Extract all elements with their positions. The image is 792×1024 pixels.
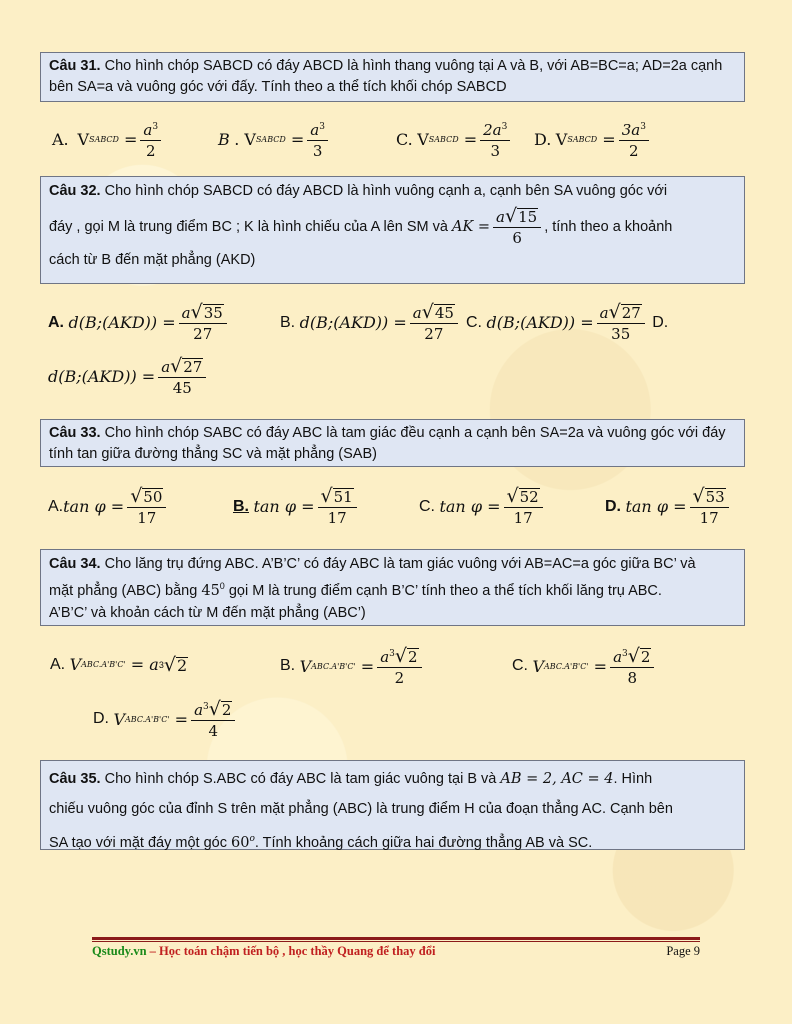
question-34-box: Câu 34. Cho lăng trụ đứng ABC. A’B’C’ có đáy ABC là tam giác vuông với AB=AC=a góc giữa BC’ và mặt phẳng (ABC) bằng $45^0$ gọi M là trung điểm cạnh B’C’ tính theo a thể tích khối lăng trụ ABC. A’B’C’ và khoản cách từ M đến mặt phẳng (ABC’) xyxy=(40,549,745,626)
q31-option-c[interactable]: C. V SABCD = $\frac{2a^3}{3}$ xyxy=(396,118,513,160)
q33-option-b[interactable]: B. tan φ = √ 51 17 xyxy=(233,486,360,527)
question-32-text-3: cách từ B đến mặt phẳng (AKD) xyxy=(49,252,256,268)
question-35-number: Câu 35. xyxy=(49,771,101,787)
question-33-box xyxy=(40,419,745,467)
footer-divider-thick xyxy=(92,937,700,940)
q33-option-c[interactable]: C. tan φ = √ 52 17 xyxy=(419,486,546,527)
q34-option-c[interactable]: C. V ABC.A'B'C' = $a^3$ √ 2 8 xyxy=(512,645,657,687)
footer-divider-thin xyxy=(92,941,700,942)
question-35-text-2: chiếu vuông góc của đỉnh S trên mặt phẳng (ABC) là trung điểm H của đoạn thẳng AC. Cạnh bên xyxy=(49,801,673,817)
q32-option-c[interactable]: C. d(B;(AKD)) = a √ 27 35 D. xyxy=(466,301,669,343)
question-32-text-1: Cho hình chóp SABCD có đáy ABCD là hình vuông cạnh a, cạnh bên SA vuông góc với xyxy=(100,183,668,199)
q32-option-d[interactable]: d(B;(AKD)) = a √ 27 45 xyxy=(48,356,209,397)
question-34-number: Câu 34. xyxy=(49,556,101,572)
question-33-number: Câu 33. xyxy=(49,425,101,441)
q32-option-b[interactable]: B. d(B;(AKD)) = a √ 45 27 xyxy=(280,302,461,343)
q31-option-d[interactable]: D. V SABCD = $\frac{3a^3}{2}$ xyxy=(534,118,652,160)
question-32-text-2a: đáy , gọi M là trung điểm BC ; K là hình chiếu của A lên SM và xyxy=(49,218,448,235)
question-32-number: Câu 32. xyxy=(49,183,101,199)
q31-option-b[interactable]: B . V SABCD = $\frac{a^3}{3}$ xyxy=(218,118,331,160)
q31-option-a[interactable]: A. V SABCD = $\frac{a^3}{2}$ xyxy=(52,118,164,160)
question-35-box: Câu 35. Cho hình chóp S.ABC có đáy ABC là tam giác vuông tại B và AB = 2, AC = 4. Hình chiếu vuông góc của đỉnh S trên mặt phẳng (ABC) là trung điểm H của đoạn thẳng AC. Cạnh bên SA tạo với mặt đáy một góc 60$^o$. Tính khoảng cách giữa hai đường thẳng AB và SC. xyxy=(40,760,745,850)
page-number: Page 9 xyxy=(666,944,700,958)
question-32-text-2b: , tính theo a khoảnh xyxy=(544,218,673,235)
question-31-box xyxy=(40,52,745,102)
q33-option-d[interactable]: D. tan φ = √ 53 17 xyxy=(605,486,732,527)
q32-option-a[interactable]: A. d(B;(AKD)) = a √ 35 27 xyxy=(48,302,230,343)
q33-option-a[interactable]: A. tan φ = √ 50 17 xyxy=(48,486,169,527)
question-31-text: Cho hình chóp SABCD có đáy ABCD là hình thang vuông tại A và B, với AB=BC=a; AD=2a cạnh bên SA=a và vuông góc với đấy. Tính theo a thể tích khối chóp SABCD xyxy=(49,58,723,95)
page-footer xyxy=(92,944,700,959)
question-34-text-3: A’B’C’ và khoản cách từ M đến mặt phẳng (ABC’) xyxy=(49,604,366,621)
footer-site[interactable]: Qstudy.vn xyxy=(92,944,147,958)
q34-option-d[interactable]: D. V ABC.A'B'C' = $a^3$ √ 2 4 xyxy=(93,698,238,740)
question-34-text-1: Cho lăng trụ đứng ABC. A’B’C’ có đáy ABC là tam giác vuông với AB=AC=a góc giữa BC’ và xyxy=(100,556,696,572)
question-32-box: Câu 32. Cho hình chóp SABCD có đáy ABCD là hình vuông cạnh a, cạnh bên SA vuông góc với đáy , gọi M là trung điểm BC ; K là hình chiếu của A lên SM và AK = a √ 15 6 , tính theo a khoảnh cách từ B đến mặt phẳng (AKD) xyxy=(40,176,745,284)
ak-fraction: a √ 15 6 xyxy=(493,206,541,247)
q34-option-b[interactable]: B. V ABC.A'B'C' = $a^3$ √ 2 2 xyxy=(280,645,425,687)
q32-option-d-letter: D. xyxy=(652,313,669,331)
question-31-number: Câu 31. xyxy=(49,58,101,74)
q34-option-a[interactable]: A. V ABC.A'B'C' = a 3 √ 2 xyxy=(50,654,188,676)
question-33-text: Cho hình chóp SABC có đáy ABC là tam giác đều cạnh a cạnh bên SA=2a và vuông góc với đáy tính tan giữa đường thẳng SC và mặt phẳng (SAB) xyxy=(49,425,726,462)
footer-slogan: – Học toán chậm tiến bộ , học thầy Quang để thay đổi xyxy=(146,944,436,958)
